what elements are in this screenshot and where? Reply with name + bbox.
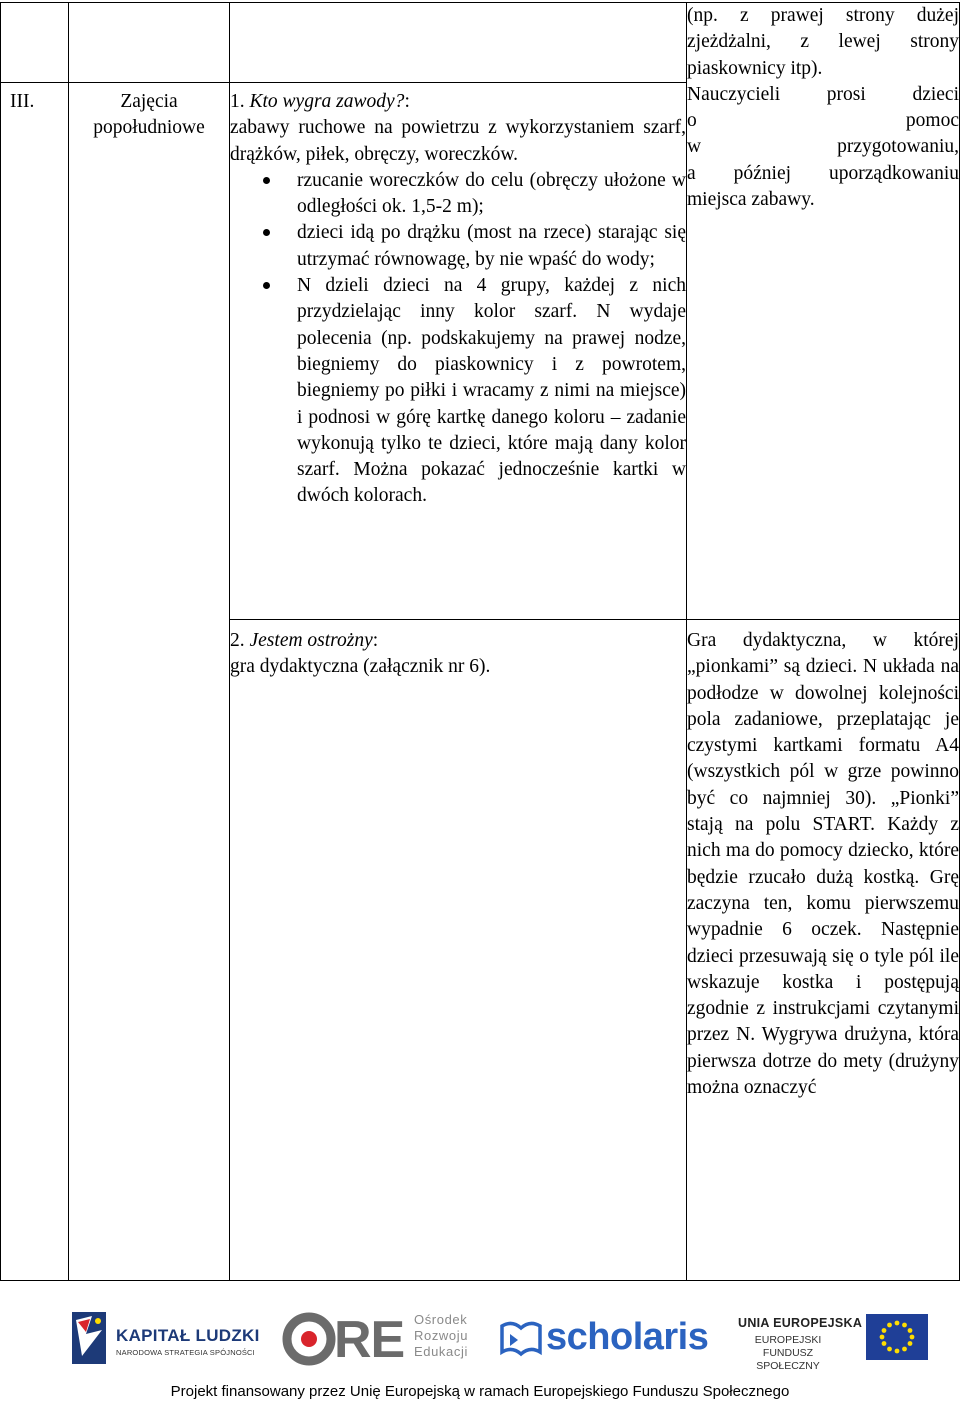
- section2-cell: [230, 620, 687, 1281]
- part-label: Zajęcia popołudniowe: [93, 91, 205, 139]
- scholaris-logo: [498, 1316, 709, 1366]
- kapital-ludzki-name: KAPITAŁ LUDZKI: [116, 1326, 260, 1345]
- bullet-icon: [263, 229, 270, 236]
- note-cell-1: [687, 3, 960, 620]
- eu-line: EUROPEJSKI: [754, 1334, 822, 1346]
- ore-line: Edukacji: [414, 1344, 468, 1359]
- cell-empty: [69, 3, 230, 83]
- ore-o-icon: [282, 1312, 336, 1366]
- section2-title-suffix: :: [372, 630, 379, 651]
- eu-line: FUNDUSZ SPOŁECZNY: [756, 1347, 820, 1372]
- list-item: N dzieli dzieci na 4 grupy, każdej z nich przydzielając inny kolor szarf. N wydaje polecenia (np. podskakujemy na prawej nodze, biegniemy do piaskownicy i z powrotem, biegniemy po piłki i wracamy z nimi na miejsce) i podnosi w górę kartkę danego koloru – zadanie wykonują tylko te dzieci, które mają dany kolor szarf. Można pokazać jednocześnie kartki w dwóch kolorach.: [297, 273, 686, 510]
- section1-heading: [230, 89, 686, 115]
- note1-line: (np. z prawej strony dużej: [687, 5, 959, 26]
- bullet-icon: [263, 177, 270, 184]
- section1-number: 1.: [230, 91, 245, 112]
- ore-fullname: [414, 1312, 468, 1360]
- section1-title-suffix: :: [404, 91, 410, 112]
- kapital-ludzki-subtitle: NARODOWA STRATEGIA SPÓJNOŚCI: [116, 1348, 255, 1357]
- eu-name: UNIA EUROPEJSKA: [738, 1316, 863, 1330]
- ore-letters: RE: [334, 1311, 405, 1369]
- kapital-ludzki-emblem-icon: [72, 1312, 106, 1364]
- section2-number: 2.: [230, 630, 245, 651]
- section1-intro: zabawy ruchowe na powietrzu z wykorzystaniem szarf, drążków, piłek, obręczy, woreczków.: [230, 117, 686, 165]
- lesson-plan-table: [0, 2, 960, 1281]
- kapital-ludzki-logo: [72, 1312, 260, 1368]
- section1-cell: [230, 83, 687, 620]
- section1-title: Kto wygra zawody?: [249, 91, 405, 112]
- list-item: dzieci idą po drążku (most na rzece) starając się utrzymać równowagę, by nie wpaść do wody;: [297, 220, 686, 273]
- note2-text: Gra dydaktyczna, w której „pionkami” są dzieci. N układa na podłodze w dowolnej kolejności pola zadaniowe, przeplatając je czystymi kartkami formatu A4 (wszystkich pól w grze powinno być co najmniej 30). „Pionki” stają na polu START. Każdy z nich ma do pomocy dziecko, które będzie rzucało dużą kostką. Grę zaczyna ten, komu pierwszemu wypadnie 6 oczek. Następnie dzieci przesuwają się o tyle pól ile wskazuje kostka i postępują zgodnie z instrukcjami czytanymi przez N. Wygrywa drużyna, która pierwsza dotrze do mety (drużyny można oznaczyć: [687, 630, 959, 1099]
- cell-empty: [230, 3, 687, 83]
- list-item: rzucanie woreczków do celu (obręczy ułożone w odległości ok. 1,5-2 m);: [297, 168, 686, 221]
- note1-line: a później uporządkowaniu: [687, 162, 959, 184]
- part-cell: [69, 83, 230, 1281]
- note1-line: zjeżdżalni, z lewej strony: [687, 31, 959, 53]
- scholaris-name: scholaris: [546, 1316, 709, 1358]
- table-row-header-continuation: [1, 3, 960, 83]
- cell-empty: [1, 3, 69, 83]
- eu-fund: [732, 1334, 844, 1373]
- note1-line: Nauczycieli prosi dzieci: [687, 83, 959, 105]
- ore-logo: [282, 1310, 472, 1370]
- note1-line: o pomoc: [687, 110, 959, 132]
- eu-logo: [730, 1312, 930, 1372]
- section2-heading: [230, 628, 686, 654]
- activity-list: [230, 168, 686, 510]
- section2-title: Jestem ostrożny: [249, 630, 373, 651]
- note1-line: w przygotowaniu,: [687, 136, 959, 158]
- note1-line: miejsca zabawy.: [687, 189, 815, 211]
- eu-flag-icon: [866, 1314, 928, 1360]
- note-cell-2: [687, 620, 960, 1281]
- scholaris-book-icon: [498, 1318, 544, 1358]
- footer-caption: Projekt finansowany przez Unię Europejską w ramach Europejskiego Funduszu Społecznego: [170, 1383, 790, 1400]
- section2-text: gra dydaktyczna (załącznik nr 6).: [230, 656, 491, 678]
- bullet-icon: [263, 282, 270, 289]
- note1-line: piaskownicy itp).: [687, 57, 823, 79]
- ore-line: Ośrodek: [414, 1312, 468, 1327]
- row-number: III.: [10, 91, 35, 112]
- row-number-cell: [1, 83, 69, 1281]
- footer-logos: [0, 1300, 960, 1370]
- ore-line: Rozwoju: [414, 1328, 469, 1343]
